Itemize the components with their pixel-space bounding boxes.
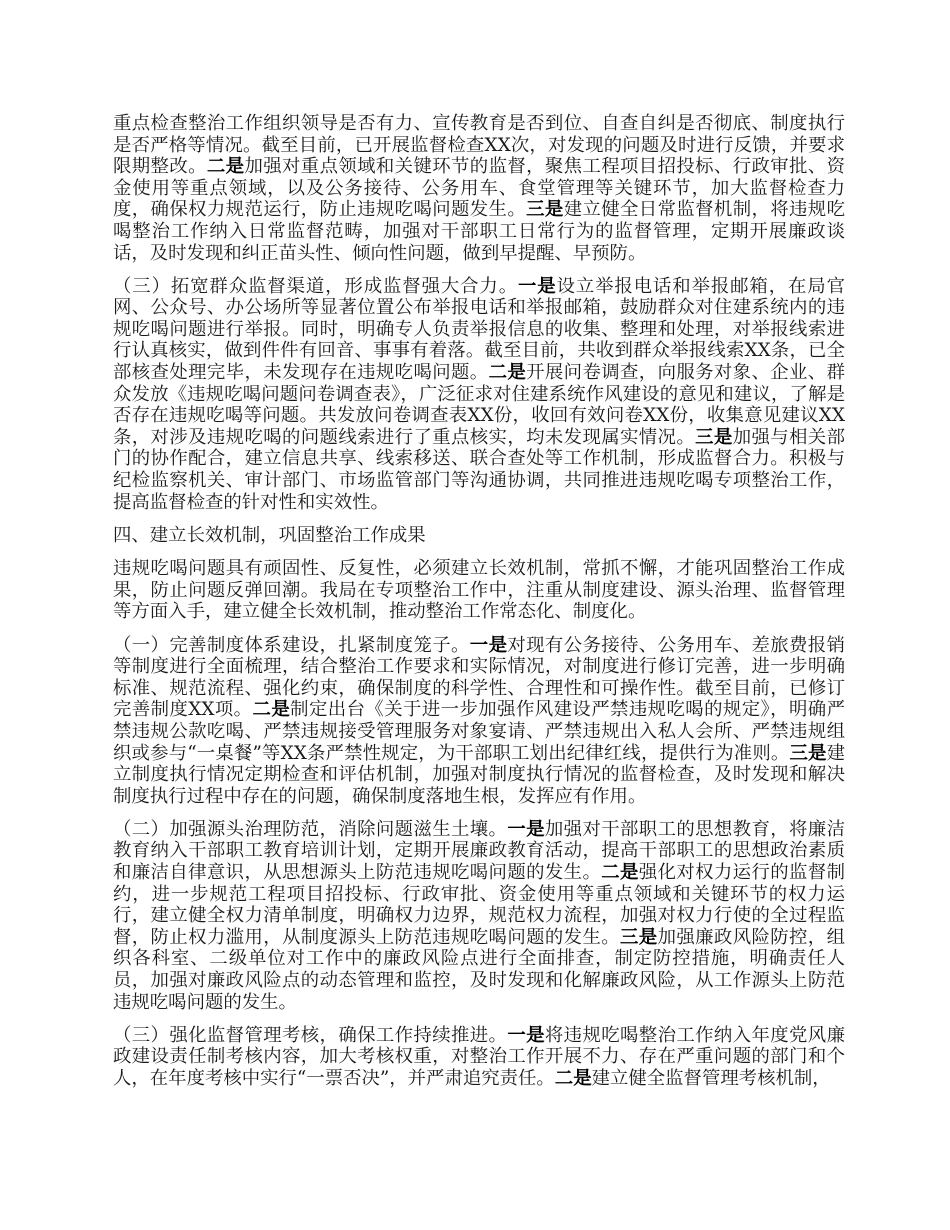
text-run: 设立举报电话和举报邮箱，在局官网、公众号、办公场所等显著位置公布举报电话和举报邮箱，鼓励群众对住建系统内的违规吃喝问题进行举报。同时，明确专人负责举报信息的收集、整理和处理，对举报线索进行认真核实，做到件件有回音、事事有着落。截至目前，共收到群众举报线索XX条，已全部核查处理完毕，未发现存在违规吃喝问题。 <box>113 275 845 384</box>
text-run: 制定出台《关于进一步加强作风建设严禁违规吃喝的规定》，明确严禁违规公款吃喝、严禁违规接受管理服务对象宴请、严禁违规出入私人会所、严禁违规组织或参与“一桌餐”等XX条严禁性规定，为干部职工划出纪律红线，提供行为准则。 <box>113 699 845 764</box>
text-run: 强化对权力运行的监督制约，进一步规范工程项目招投标、行政审批、资金使用等重点领域和关键环节的权力运行，建立健全权力清单制度，明确权力边界，规范权力流程，加强对权力行使的全过程监督，防止权力滥用，从制度源头上防范违规吃喝问题的发生。 <box>113 862 845 948</box>
body-paragraph <box>113 819 845 1013</box>
bold-lead-term: 三是 <box>620 926 658 948</box>
bold-lead-term: 二是 <box>206 156 245 178</box>
text-run: 建立健全监督管理考核机制， <box>591 1067 831 1089</box>
body-paragraph <box>113 113 845 264</box>
body-paragraph <box>113 635 845 808</box>
bold-lead-term: 三是 <box>695 426 733 448</box>
bold-lead-term: 一是 <box>518 275 557 297</box>
text-run: 违规吃喝问题具有顽固性、反复性，必须建立长效机制，常抓不懈，才能巩固整治工作成果，防止问题反弹回潮。我局在专项整治工作中，注重从制度建设、源头治理、监督管理等方面入手，建立健全长效机制，推动整治工作常态化、制度化。 <box>113 558 845 623</box>
text-run: 将违规吃喝整治工作纳入年度党风廉政建设责任制考核内容，加大考核权重，对整治工作开展不力、存在严重问题的部门和个人，在年度考核中实行“一票否决”，并严肃追究责任。 <box>113 1024 845 1089</box>
text-run: 建立制度执行情况定期检查和评估机制，加强对制度执行情况的监督检查，及时发现和解决制度执行过程中存在的问题，确保制度落地生根，发挥应有作用。 <box>113 742 845 807</box>
bold-lead-term: 二是 <box>601 862 639 883</box>
text-run: （三）拓宽群众监督渠道，形成监督强大合力。 <box>113 275 518 297</box>
text-run: 加强对干部职工的思想教育，将廉洁教育纳入干部职工教育培训计划，定期开展廉政教育活动，提高干部职工的思想政治素质和廉洁自律意识，从思想源头上防范违规吃喝问题的发生。 <box>113 818 845 883</box>
text-run: 重点检查整治工作组织领导是否有力、宣传教育是否到位、自查自纠是否彻底、制度执行是否严格等情况。截至目前，已开展监督检查XX次，对发现的问题及时进行反馈，并要求限期整改。 <box>113 113 845 178</box>
bold-lead-term: 二是 <box>554 1067 592 1089</box>
body-paragraph <box>113 1025 845 1090</box>
bold-lead-term: 三是 <box>789 742 827 764</box>
bold-lead-term: 二是 <box>488 362 527 384</box>
bold-lead-term: 一是 <box>507 1024 545 1046</box>
text-run: 四、建立长效机制，巩固整治工作成果 <box>113 524 426 546</box>
bold-lead-term: 一是 <box>507 818 545 840</box>
text-run: （二）加强源头治理防范，消除问题滋生土壤。 <box>113 818 508 840</box>
text-run: 对现有公务接待、公务用车、差旅费报销等制度进行全面梳理，结合整治工作要求和实际情况，对制度进行修订完善，进一步明确标准、规范流程、强化约束，确保制度的科学性、合理性和可操作性。截至目前，已修订完善制度XX项。 <box>113 634 845 721</box>
bold-lead-term: 三是 <box>526 199 564 221</box>
body-paragraph <box>113 558 845 623</box>
text-run: （一）完善制度体系建设，扎紧制度笼子。 <box>113 634 470 656</box>
bold-lead-term: 一是 <box>469 634 508 656</box>
bold-lead-term: 二是 <box>252 699 291 721</box>
text-run: 加强与相关部门的协作配合，建立信息共享、线索移送、联合查处等工作机制，形成监督合力。积极与纪检监察机关、审计部门、市场监管部门等沟通协调，共同推进违规吃喝专项整治工作，提高监督检查的针对性和实效性。 <box>113 426 845 513</box>
section-heading <box>113 525 845 547</box>
body-paragraph <box>113 276 845 514</box>
text-run: （三）强化监督管理考核，确保工作持续推进。 <box>113 1024 508 1046</box>
text-run: 开展问卷调查，向服务对象、企业、群众发放《违规吃喝问题问卷调查表》，广泛征求对住建系统作风建设的意见和建议，了解是否存在违规吃喝等问题。共发放问卷调查表XX份，收回有效问卷XX份，收集意见建议XX条，对涉及违规吃喝的问题线索进行了重点核实，均未发现属实情况。 <box>113 362 845 448</box>
text-run: 建立健全日常监督机制，将违规吃喝整治工作纳入日常监督范畴，加强对干部职工日常行为的监督管理，定期开展廉政谈话，及时发现和纠正苗头性、倾向性问题，做到早提醒、早预防。 <box>113 199 845 264</box>
text-run: 加强对重点领域和关键环节的监督，聚焦工程项目招投标、行政审批、资金使用等重点领域，以及公务接待、公务用车、食堂管理等关键环节，加大监督检查力度，确保权力规范运行，防止违规吃喝问题发生。 <box>113 156 845 221</box>
text-run: 加强廉政风险防控，组织各科室、二级单位对工作中的廉政风险点进行全面排查，制定防控措施，明确责任人员，加强对廉政风险点的动态管理和监控，及时发现和化解廉政风险，从工作源头上防范违规吃喝问题的发生。 <box>113 926 845 1013</box>
document-page <box>113 113 845 1101</box>
